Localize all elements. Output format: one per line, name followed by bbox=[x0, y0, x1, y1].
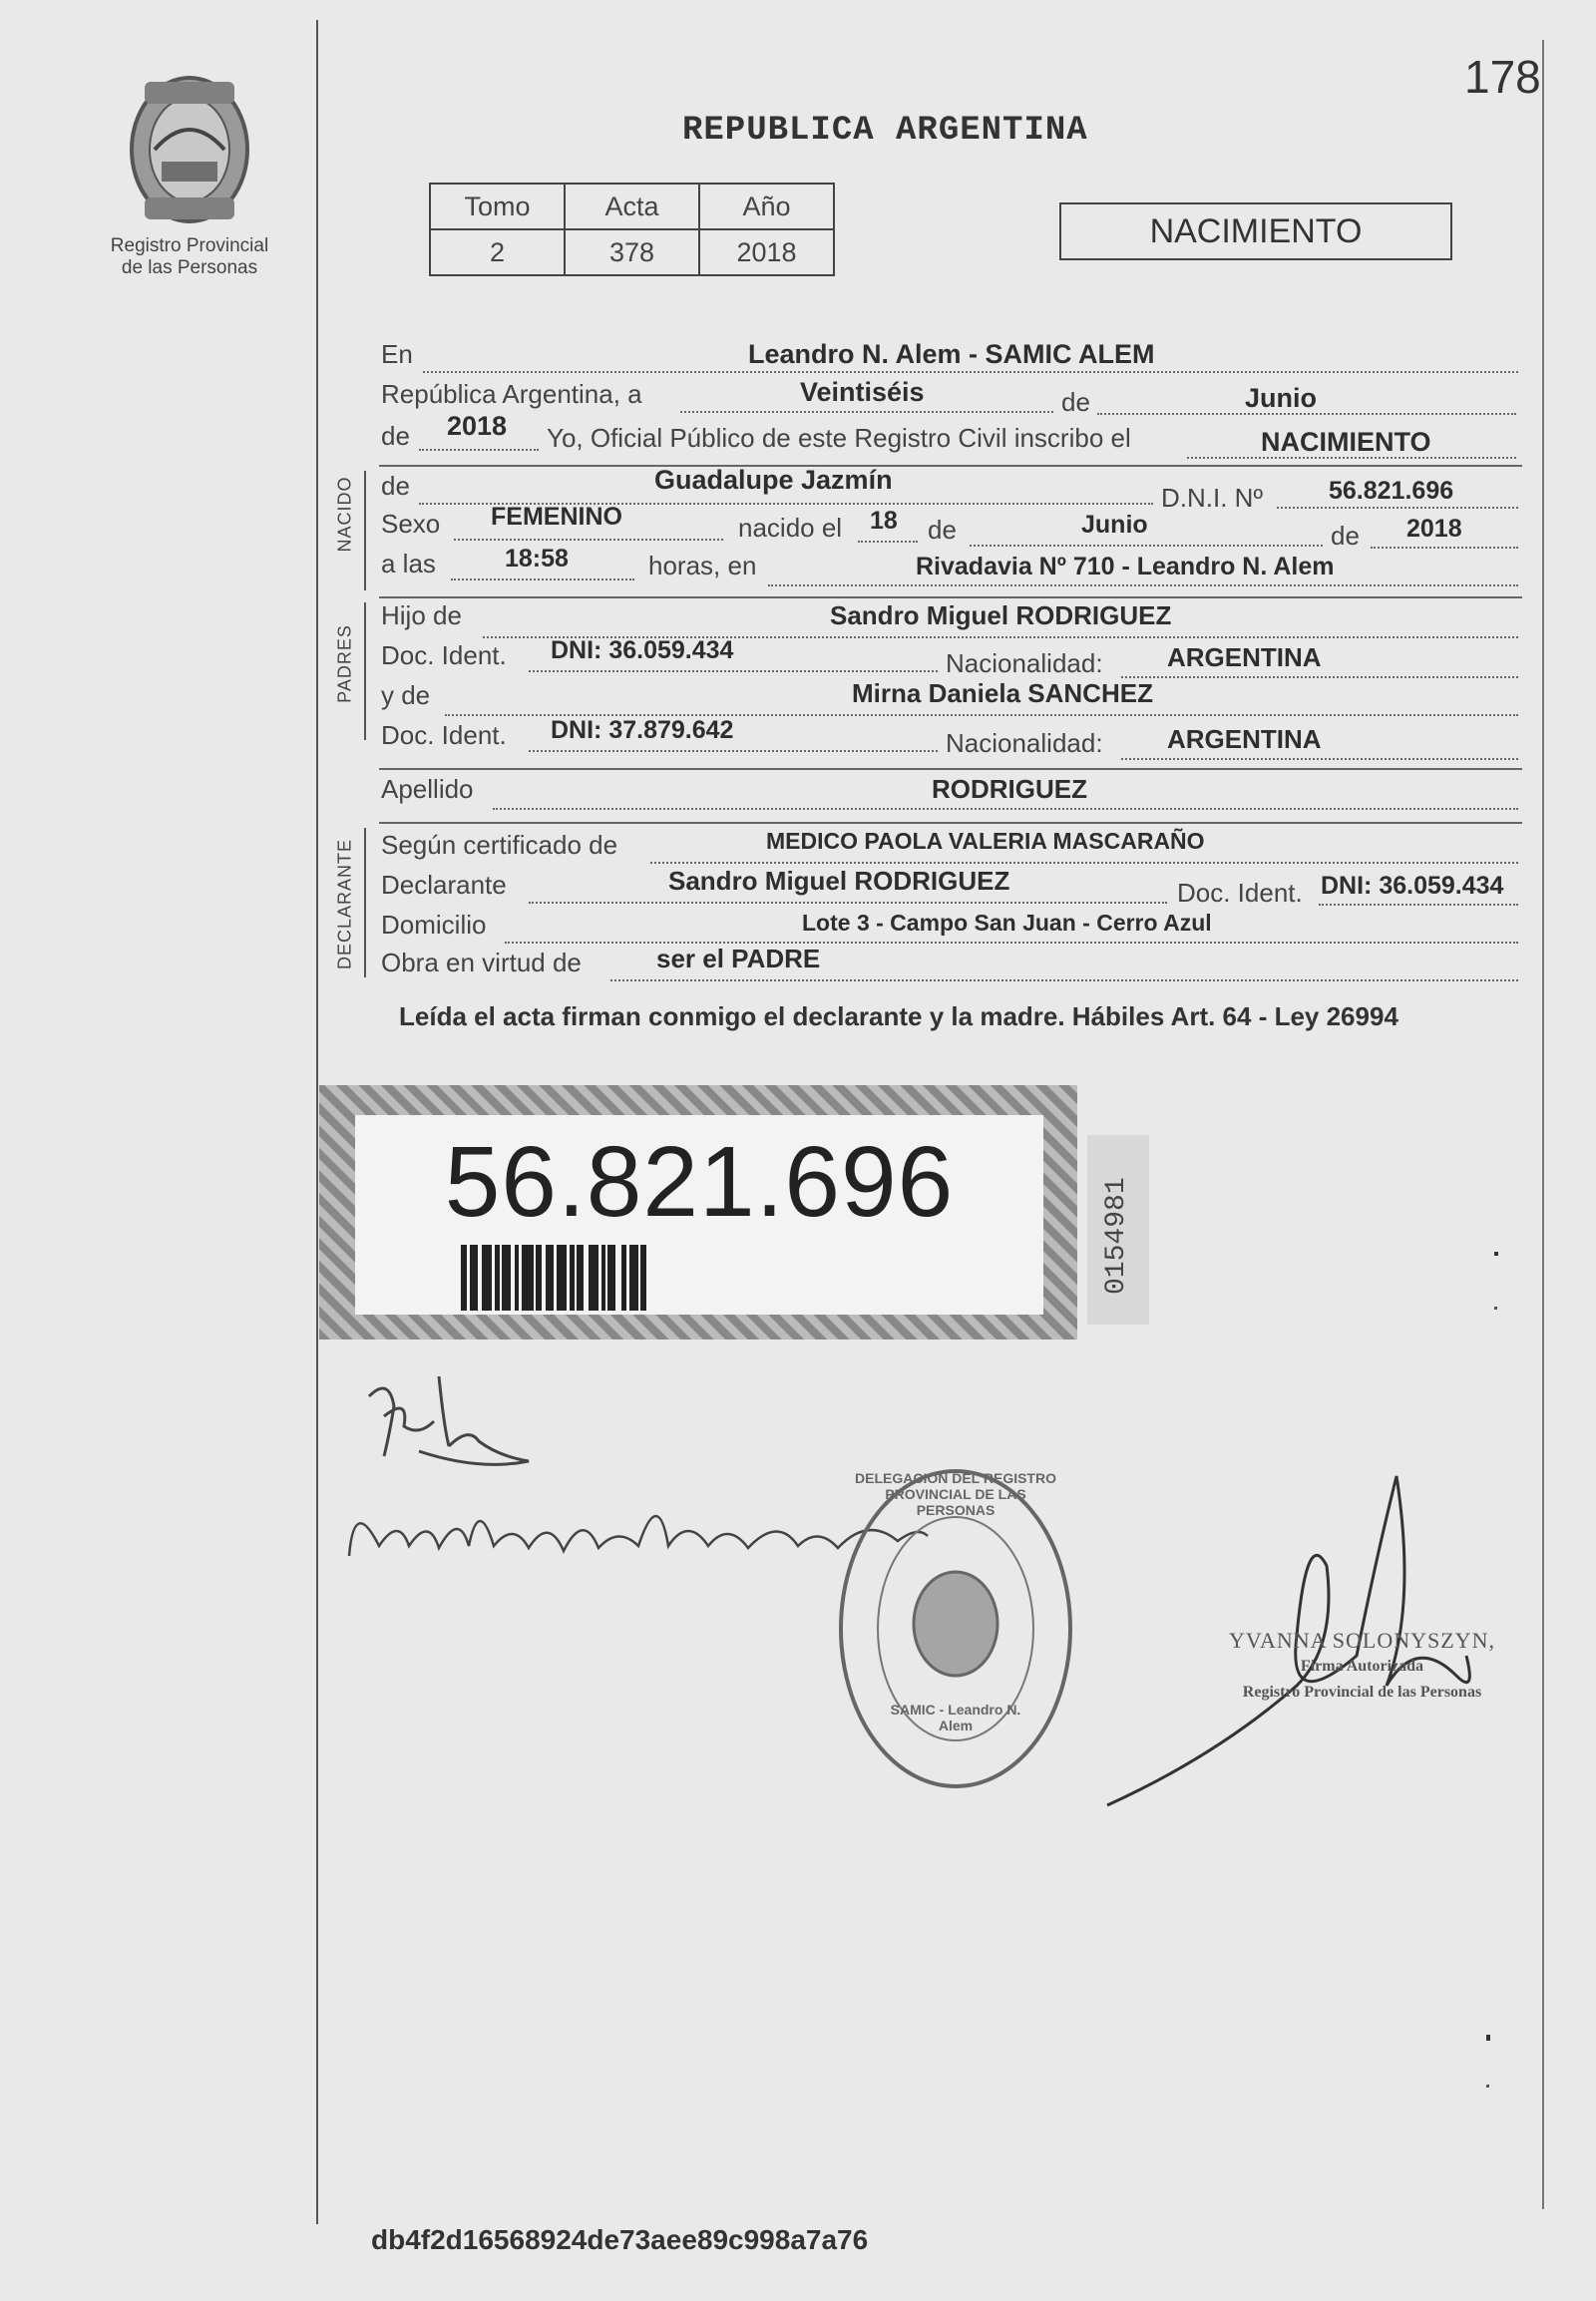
inscribo-value: NACIMIENTO bbox=[1261, 427, 1431, 457]
en-dots bbox=[423, 371, 1518, 373]
mother-doc: DNI: 37.879.642 bbox=[551, 716, 734, 744]
dni-sticker-number: 56.821.696 bbox=[444, 1126, 955, 1238]
day-value: Veintiséis bbox=[800, 377, 925, 407]
sticker-serial: 0154981 bbox=[1101, 1177, 1132, 1295]
year-value: 2018 bbox=[447, 411, 508, 441]
barcode-bar bbox=[646, 1245, 650, 1311]
father-nationality: ARGENTINA bbox=[1167, 642, 1322, 672]
mother-nat-label: Nacionalidad: bbox=[946, 728, 1103, 758]
y-de-label: y de bbox=[381, 680, 431, 710]
declarante-bracket bbox=[364, 828, 366, 977]
en-label: En bbox=[381, 339, 413, 369]
padres-bracket bbox=[364, 602, 366, 740]
page-number: 178 bbox=[1464, 51, 1541, 103]
a-las-label: a las bbox=[381, 549, 436, 578]
declarante-doc-label: Doc. Ident. bbox=[1177, 878, 1303, 908]
stamp-inner-text: SAMIC - Leandro N. Alem bbox=[890, 1702, 1021, 1733]
closing-note: Leída el acta firman conmigo el declarante y la madre. Hábiles Art. 64 - Ley 26994 bbox=[399, 1001, 1398, 1031]
barcode-bar bbox=[607, 1245, 615, 1311]
father-nat-dots bbox=[1121, 676, 1518, 678]
month-born-dots bbox=[970, 545, 1323, 547]
officer-block bbox=[1229, 1628, 1495, 1706]
ref-value-anio: 2018 bbox=[699, 229, 834, 275]
ref-header-tomo: Tomo bbox=[430, 184, 565, 229]
sexo-label: Sexo bbox=[381, 509, 441, 539]
obra-value: ser el PADRE bbox=[656, 944, 821, 973]
margin-mark-3 bbox=[1486, 2035, 1490, 2041]
domicilio-label: Domicilio bbox=[381, 910, 487, 940]
official-stamp bbox=[836, 1464, 1075, 1793]
record-type-box: NACIMIENTO bbox=[1059, 202, 1452, 260]
domicilio-value: Lote 3 - Campo San Juan - Cerro Azul bbox=[802, 910, 1212, 936]
reference-table bbox=[429, 183, 835, 276]
barcode-bar bbox=[577, 1245, 584, 1311]
mother-nationality: ARGENTINA bbox=[1167, 724, 1322, 754]
nacido-de-label-2: de bbox=[1331, 521, 1360, 551]
father-name: Sandro Miguel RODRIGUEZ bbox=[830, 600, 1172, 630]
declarante-dots bbox=[529, 902, 1167, 904]
year-dots bbox=[419, 449, 539, 451]
apellido-dots bbox=[493, 808, 1518, 810]
apellido-top-rule bbox=[379, 768, 1522, 770]
de-label-1: de bbox=[1061, 387, 1090, 417]
ref-header-acta: Acta bbox=[565, 184, 699, 229]
declarant-signature bbox=[359, 1366, 539, 1476]
obra-dots bbox=[610, 979, 1518, 981]
left-margin-line bbox=[316, 20, 318, 2224]
mother-nat-dots bbox=[1121, 758, 1518, 760]
officer-org: Registro Provincial de las Personas bbox=[1242, 1684, 1482, 1701]
declarante-top-rule bbox=[379, 822, 1522, 824]
margin-mark-4 bbox=[1486, 2085, 1489, 2088]
barcode-bar bbox=[629, 1245, 638, 1311]
nacido-section-label: NACIDO bbox=[334, 476, 355, 553]
barcode-bar bbox=[482, 1245, 492, 1311]
birth-time: 18:58 bbox=[505, 545, 569, 573]
day-born-dots bbox=[858, 541, 918, 543]
barcode-bar bbox=[502, 1245, 511, 1311]
ref-value-acta: 378 bbox=[565, 229, 699, 275]
sexo-dots bbox=[454, 539, 723, 541]
declarante-name: Sandro Miguel RODRIGUEZ bbox=[668, 866, 1010, 896]
year-de-label: de bbox=[381, 421, 410, 451]
year-born-dots bbox=[1371, 547, 1518, 549]
nacido-de-label: de bbox=[381, 471, 410, 501]
sticker-serial-strip bbox=[1087, 1135, 1149, 1325]
barcode-bar bbox=[522, 1245, 534, 1311]
officer-role: Firma Autorizada bbox=[1300, 1658, 1424, 1675]
barcode-bar bbox=[589, 1245, 598, 1311]
barcode-bar bbox=[470, 1245, 478, 1311]
nacido-top-rule bbox=[379, 465, 1522, 467]
nacido-el-label: nacido el bbox=[738, 513, 843, 543]
logo-caption bbox=[95, 235, 284, 279]
father-doc-label: Doc. Ident. bbox=[381, 640, 507, 670]
obra-label: Obra en virtud de bbox=[381, 948, 582, 977]
officer-name: YVANNA SOLONYSZYN, bbox=[1229, 1628, 1495, 1653]
padres-top-rule bbox=[379, 596, 1522, 598]
right-margin-line bbox=[1542, 40, 1544, 2209]
father-doc: DNI: 36.059.434 bbox=[551, 636, 734, 664]
certificado-dots bbox=[650, 862, 1518, 864]
hijo-de-label: Hijo de bbox=[381, 600, 462, 630]
dni-label: D.N.I. Nº bbox=[1161, 483, 1263, 513]
mother-doc-label: Doc. Ident. bbox=[381, 720, 507, 750]
ref-value-tomo: 2 bbox=[430, 229, 565, 275]
child-dni: 56.821.696 bbox=[1329, 477, 1454, 505]
stamp-ring-text: DELEGACION DEL REGISTRO PROVINCIAL DE LAS PERSONAS bbox=[855, 1470, 1056, 1518]
father-doc-dots bbox=[529, 670, 938, 672]
declarante-doc-dots bbox=[1319, 904, 1518, 906]
horas-en-label: horas, en bbox=[648, 551, 757, 580]
ref-header-anio: Año bbox=[699, 184, 834, 229]
barcode bbox=[461, 1245, 912, 1311]
mother-name: Mirna Daniela SANCHEZ bbox=[852, 678, 1153, 708]
en-value: Leandro N. Alem - SAMIC ALEM bbox=[748, 339, 1155, 369]
logo-caption-line1: Registro Provincial bbox=[110, 235, 269, 256]
logo-caption-line2: de las Personas bbox=[121, 257, 258, 278]
father-nat-label: Nacionalidad: bbox=[946, 648, 1103, 678]
republica-label: República Argentina, a bbox=[381, 379, 642, 409]
document-hash: db4f2d16568924de73aee89c998a7a76 bbox=[371, 2224, 869, 2255]
certificado-label: Según certificado de bbox=[381, 830, 618, 860]
certificado-value: MEDICO PAOLA VALERIA MASCARAÑO bbox=[766, 828, 1205, 854]
month-value: Junio bbox=[1245, 383, 1317, 413]
birth-day: 18 bbox=[870, 507, 898, 535]
document-title: REPUBLICA ARGENTINA bbox=[682, 112, 1088, 150]
day-dots bbox=[680, 411, 1053, 413]
nacido-de-label-1: de bbox=[928, 515, 957, 545]
birth-place: Rivadavia Nº 710 - Leandro N. Alem bbox=[916, 553, 1335, 580]
barcode-bar bbox=[557, 1245, 567, 1311]
time-dots bbox=[451, 578, 634, 580]
child-name: Guadalupe Jazmín bbox=[654, 465, 893, 495]
province-seal-logo bbox=[110, 70, 269, 229]
declarante-section-label: DECLARANTE bbox=[334, 838, 355, 970]
declarante-label: Declarante bbox=[381, 870, 507, 900]
sexo-value: FEMENINO bbox=[491, 503, 622, 531]
apellido-value: RODRIGUEZ bbox=[932, 774, 1087, 804]
mother-doc-dots bbox=[529, 750, 938, 752]
margin-mark-2 bbox=[1494, 1307, 1497, 1310]
place-dots bbox=[768, 584, 1518, 586]
dni-dots bbox=[1277, 507, 1518, 509]
inscribo-label: Yo, Oficial Público de este Registro Civil inscribo el bbox=[547, 423, 1131, 453]
apellido-label: Apellido bbox=[381, 774, 474, 804]
margin-mark-1 bbox=[1494, 1252, 1498, 1256]
barcode-bar bbox=[546, 1245, 554, 1311]
nacido-bracket bbox=[364, 471, 366, 590]
birth-year: 2018 bbox=[1406, 515, 1462, 543]
padres-section-label: PADRES bbox=[334, 624, 355, 703]
birth-month: Junio bbox=[1081, 511, 1148, 539]
declarante-doc: DNI: 36.059.434 bbox=[1321, 872, 1504, 900]
